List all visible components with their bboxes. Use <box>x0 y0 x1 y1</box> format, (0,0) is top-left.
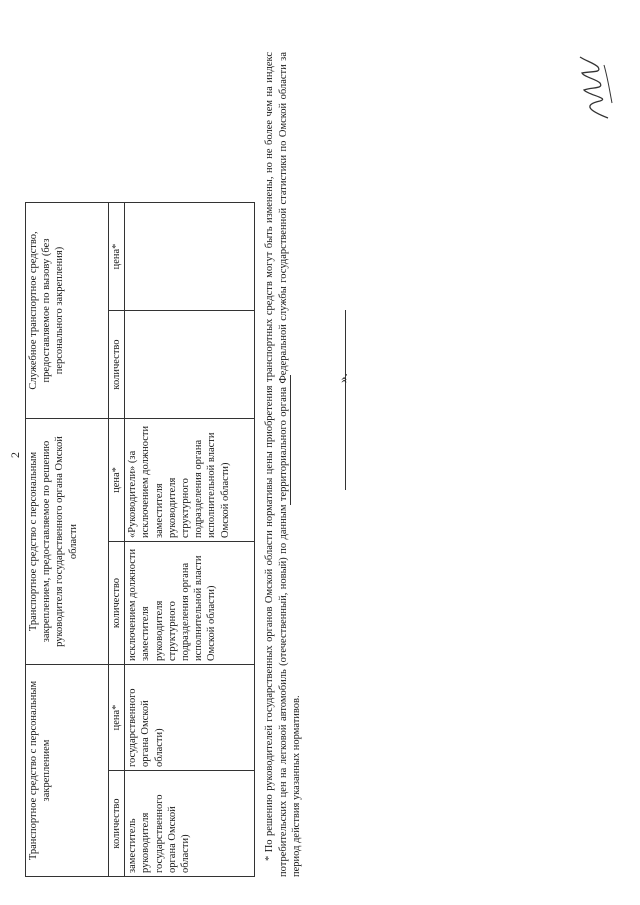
separator-line <box>345 310 346 490</box>
vehicle-norms-table <box>25 202 255 877</box>
group1-title: Транспортное средство с персональным закреплением <box>26 665 109 877</box>
table-header-row <box>26 203 109 877</box>
signature-mark <box>570 53 620 123</box>
group2-qty-header: количество <box>109 542 125 665</box>
table-row <box>125 203 255 877</box>
group3-title: Служебное транспортное средство, предоставляемое по вызову (без персонального закрепления) <box>26 203 109 419</box>
group1-price-cell: государственного органа Омской области) <box>125 665 255 771</box>
group3-qty-cell <box>125 311 255 419</box>
group1-price-header: цена* <box>109 665 125 771</box>
group2-title: Транспортное средство с персональным закреплением, предоставляемое по решению руководителя государственного органа Омской области <box>26 419 109 665</box>
group2-price-header: цена* <box>109 419 125 542</box>
closing-quote: ». <box>335 373 350 383</box>
table-subheader-row <box>109 203 125 877</box>
footnote <box>263 52 304 877</box>
group2-price-cell: «Руководители» (за исключением должности заместителя руководителя структурного подразделения органа исполнительной власти Омской области) <box>125 419 255 542</box>
group3-qty-header: количество <box>109 311 125 419</box>
page-number: 2 <box>8 452 22 458</box>
footnote-text: * По решению руководителей государственных органов Омской области нормативы цены приобретения транспортных средств могут быть изменены, но не более чем на индекс потребительских цен на легковой автомобиль (отечественный, новый) по данным территориального органа Федеральной службы государственной статистики по Омской области за период действия указанных нормативов. <box>264 52 302 877</box>
group3-price-cell <box>125 203 255 311</box>
group1-qty-cell: заместитель руководителя государственного органа Омской области) <box>125 771 255 877</box>
group2-qty-cell: исключением должности заместителя руководителя структурного подразделения органа исполнительной власти Омской области) <box>125 542 255 665</box>
group3-price-header: цена* <box>109 203 125 311</box>
group1-qty-header: количество <box>109 771 125 877</box>
